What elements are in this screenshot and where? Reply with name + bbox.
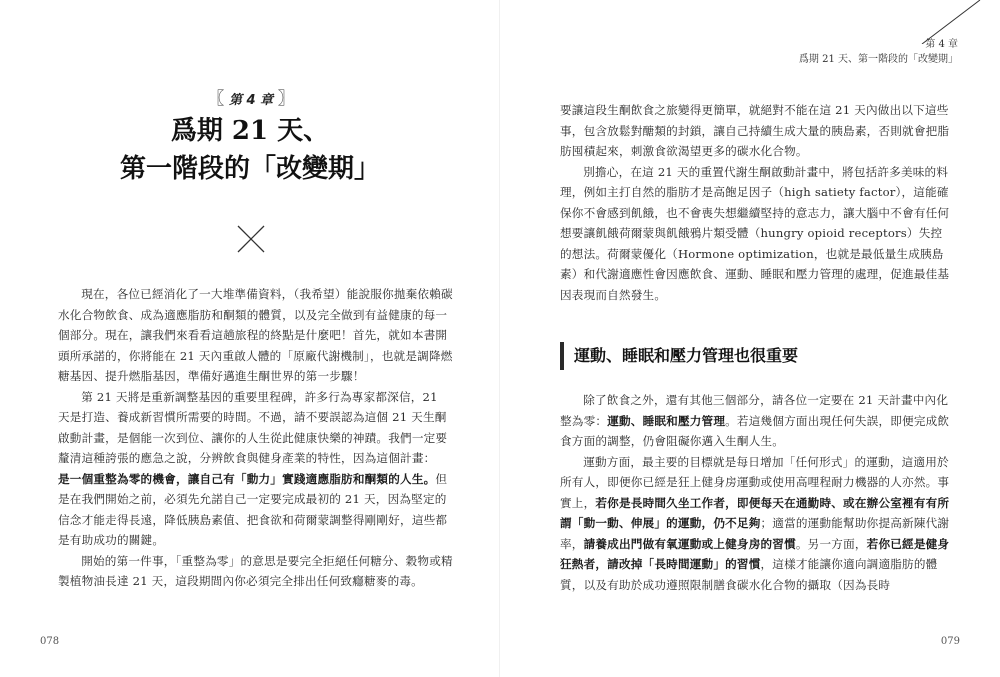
paragraph: 別擔心，在這 21 天的重置代謝生酮啟動計畫中，將包括許多美味的料理，例如主打自然的脂肪才是高飽足因子（high satiety factor），這能確保你不會感到飢餓，也不會喪失想繼續堅持的意志力，讓大腦中不會有任何想要讓飢餓荷爾蒙與飢餓鴉片類受體（hungry opioid receptors）失控的想法。荷爾蒙優化（Hormone optimization，也就是最低量生成胰島素）和代謝適應性會因應飲食、運動、睡眠和壓力管理的處理，促進最佳基因表現而自然發生。 xyxy=(560,164,950,302)
text-run: 。另一方面， xyxy=(795,536,867,551)
text-run: ，這樣才能讓你適向調適脂肪的體質，以及有助於成功遵照限制膳食碳水化合物的攝取（因為長時 xyxy=(560,557,938,592)
running-head-title: 爲期 21 天、第一階段的「改變期」 xyxy=(798,54,958,65)
chapter-title-line2: 第一階段的「改變期」 xyxy=(119,154,380,184)
bracket-close: 〗 xyxy=(277,89,295,109)
chapter-title xyxy=(80,112,420,188)
cross-ornament-icon xyxy=(236,224,266,254)
paragraph xyxy=(560,452,952,596)
running-head-chapter: 第 4 章 xyxy=(925,39,958,50)
text-run: 運動方面，最主要的目標就是每日增加「任何形式」的運動，這適用於所有人，即便你已經是狂上健身房運動或使用高哩程耐力機器的人亦然。事實上， xyxy=(560,454,950,510)
page-number: 079 xyxy=(940,636,960,647)
paragraph: 開始的第一件事，「重整為零」的意思是要完全拒絕任何糖分、穀物或精製植物油長達 21 天，這段期間內你必須完全排出任何致癮糖麥的毒。 xyxy=(58,553,453,588)
chapter-tag xyxy=(206,84,296,109)
text-run: ；適當的運動能幫助你提高新陳代謝率， xyxy=(560,516,950,551)
bold-emphasis: 是一個重整為零的機會，讓自己有「動力」實踐適應脂肪和酮類的人生。 xyxy=(58,471,436,486)
right-page xyxy=(500,0,1000,677)
bold-emphasis: 若你是長時間久坐工作者，即便每天在通勤時、或在辦公室裡有有所謂「動一動、伸展」的運動，仍不足夠 xyxy=(560,495,950,530)
paragraph: 現在，各位已經消化了一大堆準備資料，（我希望）能說服你拋棄依賴碳水化合物飲食、成為適應脂肪和酮類的體質，以及完全做到有益健康的每一個部分。現在，讓我們來看看這趟旅程的終點是什麼吧！首先，就如本書開頭所承諾的，你將能在 21 天內重啟人體的「原廠代謝機制」，也就是調降燃糖基因、提升燃脂基因，準備好邁進生酮世界的第一步驟！ xyxy=(58,287,453,383)
page-number: 078 xyxy=(40,636,60,647)
right-body-text-bottom xyxy=(560,390,952,595)
chapter-tag-label: 第 4 章 xyxy=(228,93,274,108)
bold-emphasis: 若你已經是健身狂熱者，請改掉「長時間運動」的習慣 xyxy=(560,536,950,571)
bracket-open: 〖 xyxy=(207,89,225,109)
paragraph: 第 21 天將是重新調整基因的重要里程碑，許多行為專家都深信，21 天是打造、養成新習慣所需要的時間。不過，請不要誤認為這個 21 天生酮啟動計畫，是個能一次到位、讓你的人生從此健康快樂的神蹟。我們一定要釐清這種誇張的應急之說，分辨飲食與健身產業的特性，因為這個計畫： xyxy=(58,389,448,465)
paragraph: 要讓這段生酮飲食之旅變得更簡單，就絕對不能在這 21 天內做出以下這些事，包含放鬆對醣類的封鎖，讓自己持續生成大量的胰島素，否則就會把脂肪囤積起來，刺激食欲渴望更多的碳水化合物。 xyxy=(560,103,950,158)
bold-emphasis: 運動、睡眠和壓力管理 xyxy=(607,413,726,428)
paragraph-continuation: 但是在我們開始之前，必須先允諾自己一定要完成最初的 21 天，因為堅定的信念才能走得長遠，降低胰島素值、把食欲和荷爾蒙調整得剛剛好，這些都是有助成功的關鍵。 xyxy=(58,471,448,547)
paragraph xyxy=(560,390,952,452)
corner-diagonal-rule xyxy=(920,0,1000,44)
text-run: 。若這幾個方面出現任何失誤，即便完成飲食方面的調整，仍會阻礙你邁入生酮人生。 xyxy=(560,413,950,448)
chapter-title-line1: 爲期 21 天、 xyxy=(170,116,330,146)
text-run: 除了飲食之外，還有其他三個部分，請各位一定要在 21 天計畫中內化整為零： xyxy=(560,393,949,428)
section-heading: 運動、睡眠和壓力管理也很重要 xyxy=(560,342,798,370)
left-body-text xyxy=(58,284,453,592)
bold-emphasis: 請養成出門做有氧運動或上健身房的習慣 xyxy=(583,536,796,551)
right-body-text-top xyxy=(560,100,952,305)
